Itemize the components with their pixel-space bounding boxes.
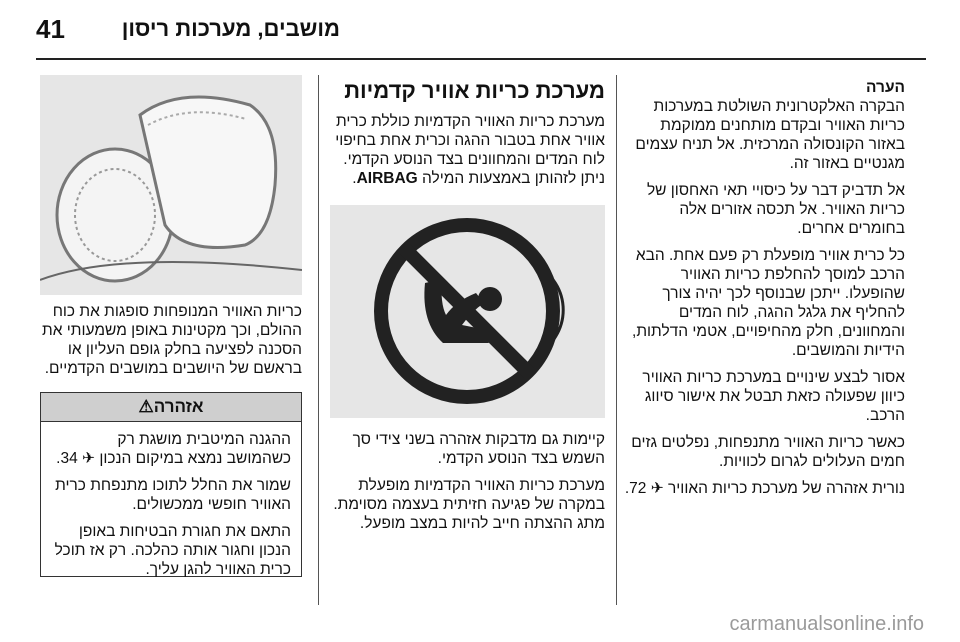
warning-paragraph: ההגנה המיטבית מושגת רק כשהמושב נמצא במיקום הנכון ✈ 34. xyxy=(56,431,291,467)
body-paragraph: קיימות גם מדבקות אזהרה בשני צידי סך השמש בצד הנוסע הקדמי. xyxy=(352,431,605,467)
intro-text: מערכת כריות האוויר הקדמיות כוללת כרית אוויר אחת בטבור ההגה וכרית אחת בחיפוי לוח המדים והמחוונים בצד הנוסע הקדמי. ניתן לזהותן באמצעות המילה xyxy=(335,113,605,187)
watermark: carmanualsonline.info xyxy=(729,613,924,635)
warning-header xyxy=(41,393,301,422)
body-paragraph: מערכת כריות האוויר הקדמיות מופעלת במקרה של פגיעה חזיתית בעצמה מסוימת. מתג ההצתה חייב להיות במצב מופעל. xyxy=(333,477,605,532)
note-paragraph: אל תדביק דבר על כיסויי תאי האחסון של כריות האוויר. אל תכסה אזורים אלה בחומרים אחרים. xyxy=(646,182,905,237)
note-paragraph: אסור לבצע שינויים במערכת כריות האוויר כיוון שפעולה כזאת תבטל את אישור סיווג הרכב. xyxy=(642,369,905,424)
middle-column-lower xyxy=(330,430,605,541)
right-column xyxy=(620,78,905,506)
note-paragraph: כאשר כריות האוויר מתנפחות, נפלטים גזים חמים העלולים לגרום לכוויות. xyxy=(631,434,905,470)
intro-paragraph: מערכת כריות האוויר הקדמיות כוללת כרית אוויר אחת בטבור ההגה וכרית אחת בחיפוי לוח המדים והמחוונים בצד הנוסע הקדמי. ניתן לזהותן באמצעות המילה AIRBAG. xyxy=(335,113,605,187)
warning-body xyxy=(41,422,301,579)
warning-triangle-icon: ⚠ xyxy=(138,397,154,416)
warning-box xyxy=(40,392,302,577)
note-paragraph: נורית אזהרה של מערכת כריות האוויר ✈ 72. xyxy=(624,480,905,497)
note-title: הערה xyxy=(866,79,905,96)
note-paragraph: הבקרה האלקטרונית השולטת במערכות כריות האוויר ובקדם מותחנים ממוקמת באזור הקונסולה המרכזית. אל תניח עצמים מגנטיים באזור זה. xyxy=(635,98,905,172)
warning-paragraph: התאם את חגורת הבטיחות באופן הנכון וחגור אותה כהלכה. רק אז תוכל כרית האוויר להגן עליך. xyxy=(54,523,291,578)
warning-paragraph: שמור את החלל לתוכו מתנפחת כרית האוויר חופשי ממכשולים. xyxy=(55,477,291,513)
column-divider xyxy=(318,75,319,605)
left-caption xyxy=(40,302,302,386)
caption-text: כריות האוויר המנופחות סופגות את כוח ההולם, וכך מקטינות באופן משמעותי את הסכנה לפציעה בחלק גופם העליון או בראשם של היושבים במושבים הקדמיים. xyxy=(42,303,302,377)
airbag-label: AIRBAG xyxy=(356,170,418,187)
prohibition-icon xyxy=(330,205,605,418)
page-number: 41 xyxy=(36,14,65,44)
column-divider xyxy=(616,75,617,605)
middle-column xyxy=(330,78,605,196)
header-rule xyxy=(36,58,926,60)
page-header xyxy=(0,0,960,58)
note-paragraph: כל כרית אוויר מופעלת רק פעם אחת. הבא הרכב למוסך להחלפת כריות האוויר שהופעלו. ייתכן שבנוסף לכך יהיה צורך להחליף את גלגל ההגה, לוח המדים והמחוונים, חלק מהחיפויים, אטמי הדלתות, הידיות והמושבים. xyxy=(632,247,905,359)
warning-title: אזהרה xyxy=(153,397,204,416)
inflated-airbags-icon xyxy=(40,75,302,295)
section-title: מערכת כריות אוויר קדמיות xyxy=(344,78,605,103)
no-child-seat-illustration xyxy=(330,205,605,418)
airbag-deployment-illustration xyxy=(40,75,302,295)
chapter-title: מושבים, מערכות ריסון xyxy=(121,16,340,41)
